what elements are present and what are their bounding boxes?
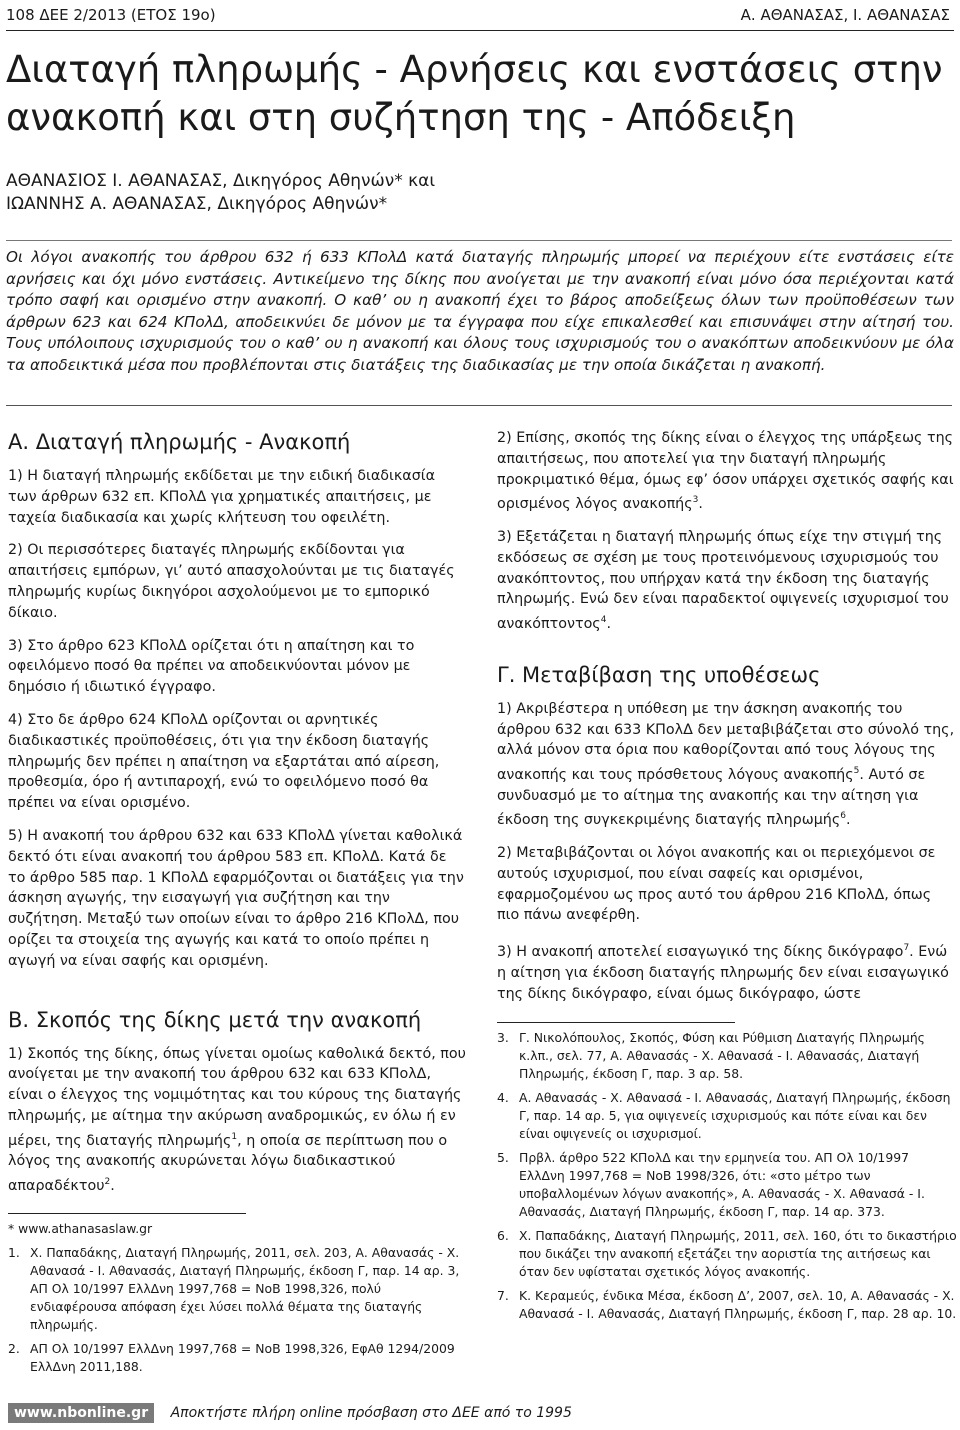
page-footer [8, 1405, 572, 1427]
paragraph-g2: 2) Μεταβιβάζονται οι λόγοι ανακοπής και οι περιεχόμενοι σε αυτούς ισχυρισμοί, που είναι σαφείς και ορισμένοι, εφαρμοζομένου ως προς αυτό του άρθρου 216 ΚΠολΔ, όπως πιο πάνω ανεφέρθη. [497, 845, 936, 924]
paragraph-b2 [497, 428, 957, 515]
footnote-4-number: 4. [497, 1090, 509, 1106]
paragraph-b3-text: 3) Εξετάζεται η διαταγή πληρωμής όπως είχε την στιγμή της εκδόσεως σε σχέση με τους προτεινόμενους ισχυρισμούς του ανακόπτοντος, που υπήρχαν κατά την έκδοση της διαταγής πληρωμής. Ενώ δεν είναι παραδεκτοί οψιγενείς ισχυρισμοί του ανακόπτοντος [497, 528, 949, 632]
paragraph-g3-text: 3) Η ανακοπή αποτελεί εισαγωγικό της δίκης δικόγραφο [497, 943, 904, 960]
paragraph-b3-end: . [606, 615, 611, 632]
footnote-1-text: Χ. Παπαδάκης, Διαταγή Πληρωμής, 2011, σελ. 203, Α. Αθανασάς - Χ. Αθανασά - Ι. Αθανασάς, Διαταγή Πληρωμής, έκδοση Γ, παρ. 14 αρ. 3, ΑΠ Ολ 10/1997 ΕλλΔνη 1997,768 = ΝοΒ 1998,326, πολύ ενδιαφέρουσα απόφαση έχει λύσει πολλά θέματα της διαταγής πληρωμής. [30, 1244, 460, 1332]
footnote-3 [497, 1029, 957, 1083]
paragraph-b3 [497, 527, 957, 635]
author-2: ΙΩΑΝΝΗΣ Α. ΑΘΑΝΑΣΑΣ, Δικηγόρος Αθηνών* [6, 194, 388, 214]
left-column [8, 428, 468, 1382]
abstract: Οι λόγοι ανακοπής του άρθρου 632 ή 633 ΚΠολΔ κατά διαταγής πληρωμής μπορεί να περιέχουν είτε ενστάσεις είτε αρνήσεις και όχι μόνο ενστάσεις. Αντικείμενο της δίκης που ανοίγεται με την ανακοπή είναι μόνο όσα περιέχονται κατά τρόπο σαφή και ορισμένο στην ανακοπή. Ο καθ’ ου η ανακοπή έχει το βάρος αποδείξεως όλων των προϋποθέσεων των άρθρων 623 και 624 ΚΠολΔ, αποδεικνύει δε μόνον με τα έγγραφα που είχε επικαλεσθεί και επισυνάψει στην αίτησή του. Τους υπόλοιπους ισχυρισμούς του ο καθ’ ου η ανακοπή και όλους τους ισχυρισμούς του ο ανακόπτων αποδεικνύουν με όλα τα αποδεικτικά μέσα που προβλέπονται στις διατάξεις της διαδικασίας με την οποία δικάζεται η ανακοπή. [6, 248, 954, 374]
footnote-2 [8, 1340, 468, 1376]
footnote-rule [8, 1213, 246, 1214]
footnote-2-number: 2. [8, 1340, 20, 1356]
footnote-ref-6: 6 [840, 811, 846, 822]
footnote-7 [497, 1287, 957, 1323]
paragraph-g3-text2: . Ενώ η αίτηση για έκδοση διαταγής πληρωμής δεν είναι εισαγωγικό της δίκης δικόγραφο, είναι όμως δικόγραφο, ώστε [497, 943, 949, 1002]
right-column [497, 428, 957, 1329]
footnote-ref-3: 3 [692, 495, 699, 506]
footnote-ref-1: 1 [231, 1131, 238, 1142]
footnote-2-text: ΑΠ Ολ 10/1997 ΕλλΔνη 1997,768 = ΝοΒ 1998,326, ΕφΑθ 1294/2009 ΕλλΔνη 2011,188. [30, 1340, 455, 1374]
paragraph-a2: 2) Οι περισσότερες διαταγές πληρωμής εκδίδονται για απαιτήσεις εμπόρων, γι’ αυτό απασχολούνται με τις διαταγές πληρωμής κυρίως δικηγόροι ασχολούμενοι με το εμπορικό δίκαιο. [8, 542, 455, 621]
footnote-7-text: Κ. Κεραμεύς, ένδικα Μέσα, έκδοση Δ’, 2007, σελ. 10, Α. Αθανασάς - Χ. Αθανασά - Ι. Αθανασάς, Διαταγή Πληρωμής, έκδοση Γ, παρ. 28 αρ. 10. [519, 1288, 957, 1322]
footnote-1 [8, 1244, 468, 1334]
section-a-heading: Α. Διαταγή πληρωμής - Ανακοπή [8, 430, 351, 454]
footer-promo-text: Αποκτήστε πλήρη online πρόσβαση στο ΔΕΕ από το 1995 [170, 1405, 572, 1421]
authors [6, 170, 706, 216]
footnote-1-number: 1. [8, 1244, 20, 1260]
abstract-top-rule [6, 240, 952, 241]
footnote-ref-7: 7 [903, 943, 910, 954]
paragraph-g1-text2: . Αυτό σε συνδυασμό με το αίτημα της ανακοπής και την αίτηση για έκδοση της συγκεκριμένης διαταγής πληρωμής [497, 766, 926, 829]
section-b-heading: Β. Σκοπός της δίκης μετά την ανακοπή [8, 1007, 422, 1032]
paragraph-b2-end: . [698, 496, 703, 513]
footnote-5 [497, 1149, 957, 1221]
footnote-3-number: 3. [497, 1030, 509, 1046]
footnote-star-text: * www.athanasaslaw.gr [8, 1220, 153, 1236]
page-header [6, 6, 950, 30]
author-1: ΑΘΑΝΑΣΙΟΣ Ι. ΑΘΑΝΑΣΑΣ, Δικηγόρος Αθηνών* και [6, 171, 436, 191]
paragraph-b1-end: . [110, 1177, 115, 1194]
footnote-6 [497, 1227, 957, 1281]
paragraph-a3: 3) Στο άρθρο 623 ΚΠολΔ ορίζεται ότι η απαίτηση και το οφειλόμενο ποσό θα πρέπει να αποδεικνύονται μόνον με δημόσιο ή ιδιωτικό έγγραφο. [8, 637, 415, 696]
footer-site-link[interactable]: www.nbonline.gr [8, 1403, 154, 1423]
footnote-5-number: 5. [497, 1150, 509, 1166]
footnote-star [8, 1220, 468, 1238]
paragraph-b1-text: 1) Σκοπός της δίκης, όπως γίνεται ομοίως καθολικά δεκτό, που ανοίγεται με την ανακοπή του άρθρου 632 και 633 ΚΠολΔ, είναι ο έλεγχος της νομιμότητας και του κύρους της διαταγής πληρωμής, με αίτημα την ακύρωση αναδρομικώς, εν όλω ή εν μέρει, της διαταγής πληρωμής [8, 1045, 466, 1149]
paragraph-g1 [497, 699, 957, 831]
footnote-6-number: 6. [497, 1228, 509, 1244]
footnote-4-text: Α. Αθανασάς - Χ. Αθανασά - Ι. Αθανασάς, Διαταγή Πληρωμής, έκδοση Γ, παρ. 14 αρ. 5, για οψιγενείς ισχυρισμούς και πότε είναι και δεν είναι οψιγενείς οι ισχυρισμοί. [519, 1090, 951, 1142]
paragraph-b1-text2: , η οποία σε περίπτωση που ο λόγος της ανακοπής ακυρώνεται λόγω διαδικαστικού απαραδέκτου [8, 1132, 448, 1194]
section-g-heading: Γ. Μεταβίβαση της υποθέσεως [497, 662, 821, 687]
header-rule [6, 30, 954, 31]
paragraph-a1: 1) Η διαταγή πληρωμής εκδίδεται με την ειδική διαδικασία των άρθρων 632 επ. ΚΠολΔ για χρηματικές απαιτήσεις, με ταχεία διαδικασία και χωρίς κλήτευση του οφειλέτη. [8, 468, 436, 526]
paragraph-b2-text: 2) Επίσης, σκοπός της δίκης είναι ο έλεγχος της υπάρξεως της απαιτήσεως, που αποτελεί για την διαταγή πληρωμής προκριματικό θέμα, όμως εφ’ όσον υπάρχει σχετικός σαφής και ορισμένος λόγος ανακοπής [497, 430, 954, 513]
abstract-bottom-rule [6, 405, 952, 406]
paragraph-g1-end: . [845, 812, 851, 829]
footnote-6-text: Χ. Παπαδάκης, Διαταγή Πληρωμής, 2011, σελ. 160, ότι το δικαστήριο που δικάζει την ανακοπή εξετάζει την αοριστία της αιτήσεως και όταν δεν υφίσταται σχετικός λόγος ανακοπής. [519, 1228, 957, 1280]
footnote-ref-5: 5 [853, 766, 860, 777]
footnote-ref-4: 4 [600, 615, 607, 626]
footnote-5-text: Πρβλ. άρθρο 522 ΚΠολΔ και την ερμηνεία του. ΑΠ Ολ 10/1997 ΕλλΔνη 1997,768 = ΝοΒ 1998/326, ότι: «στο μέτρο των υποβαλλομένων λόγων ανακοπής», Α. Αθανασάς - Χ. Αθανασά - Ι. Αθανασάς, Διαταγή Πληρωμής, έκδοση Γ, παρ. 14 αρ. 373. [519, 1150, 925, 1220]
paragraph-b1 [8, 1044, 468, 1197]
footnote-7-number: 7. [497, 1288, 509, 1304]
journal-issue: 108 ΔΕΕ 2/2013 (ΕΤΟΣ 19ο) [6, 6, 216, 24]
footnote-ref-2: 2 [104, 1177, 111, 1188]
running-authors: Α. ΑΘΑΝΑΣΑΣ, Ι. ΑΘΑΝΑΣΑΣ [740, 6, 950, 24]
article-title: Διαταγή πληρωμής - Αρνήσεις και ενστάσεις στην ανακοπή και στη συζήτηση της - Απόδειξη [6, 48, 943, 139]
paragraph-a5: 5) Η ανακοπή του άρθρου 632 και 633 ΚΠολΔ γίνεται καθολικά δεκτό ότι είναι ανακοπή του άρθρου 583 επ. ΚΠολΔ. Κατά δε το άρθρο 585 παρ. 1 ΚΠολΔ εφαρμόζονται οι διατάξεις για την άσκηση αγωγής, την εισαγωγή για συζήτηση και την συζήτηση. Μεταξύ των οποίων είναι το άρθρο 216 ΚΠολΔ, που ορίζει τα στοιχεία της αγωγής και κατά το οποίο πρέπει η αγωγή να είναι σαφής και ορισμένη. [8, 827, 464, 969]
paragraph-a4: 4) Στο δε άρθρο 624 ΚΠολΔ ορίζονται οι αρνητικές διαδικαστικές προϋποθέσεις, ότι για την έκδοση διαταγής πληρωμής δεν πρέπει η απαίτηση να εξαρτάται από αίρεση, προθεσμία, όρο ή αντιπαροχή, ενώ το οφειλόμενο ποσό θα πρέπει να είναι ορισμένο. [8, 711, 440, 812]
footnote-rule-right [497, 1022, 735, 1023]
footnote-3-text: Γ. Νικολόπουλος, Σκοπός, Φύση και Ρύθμιση Διαταγής Πληρωμής κ.λπ., σελ. 77, Α. Αθανασάς - Χ. Αθανασά - Ι. Αθανασάς, Διαταγή Πληρωμής, έκδοση Γ, παρ. 3 αρ. 58. [519, 1030, 925, 1082]
paragraph-g3 [497, 938, 957, 1004]
footnote-4 [497, 1089, 957, 1143]
paragraph-g1-text: 1) Ακριβέστερα η υπόθεση με την άσκηση ανακοπής του άρθρου 632 και 633 ΚΠολΔ δεν μεταβιβάζεται στο σύνολό της, αλλά μόνον στα όρια που καθορίζονται από τους λόγους της ανακοπής και τους πρόσθετους λόγους ανακοπής [497, 700, 955, 783]
